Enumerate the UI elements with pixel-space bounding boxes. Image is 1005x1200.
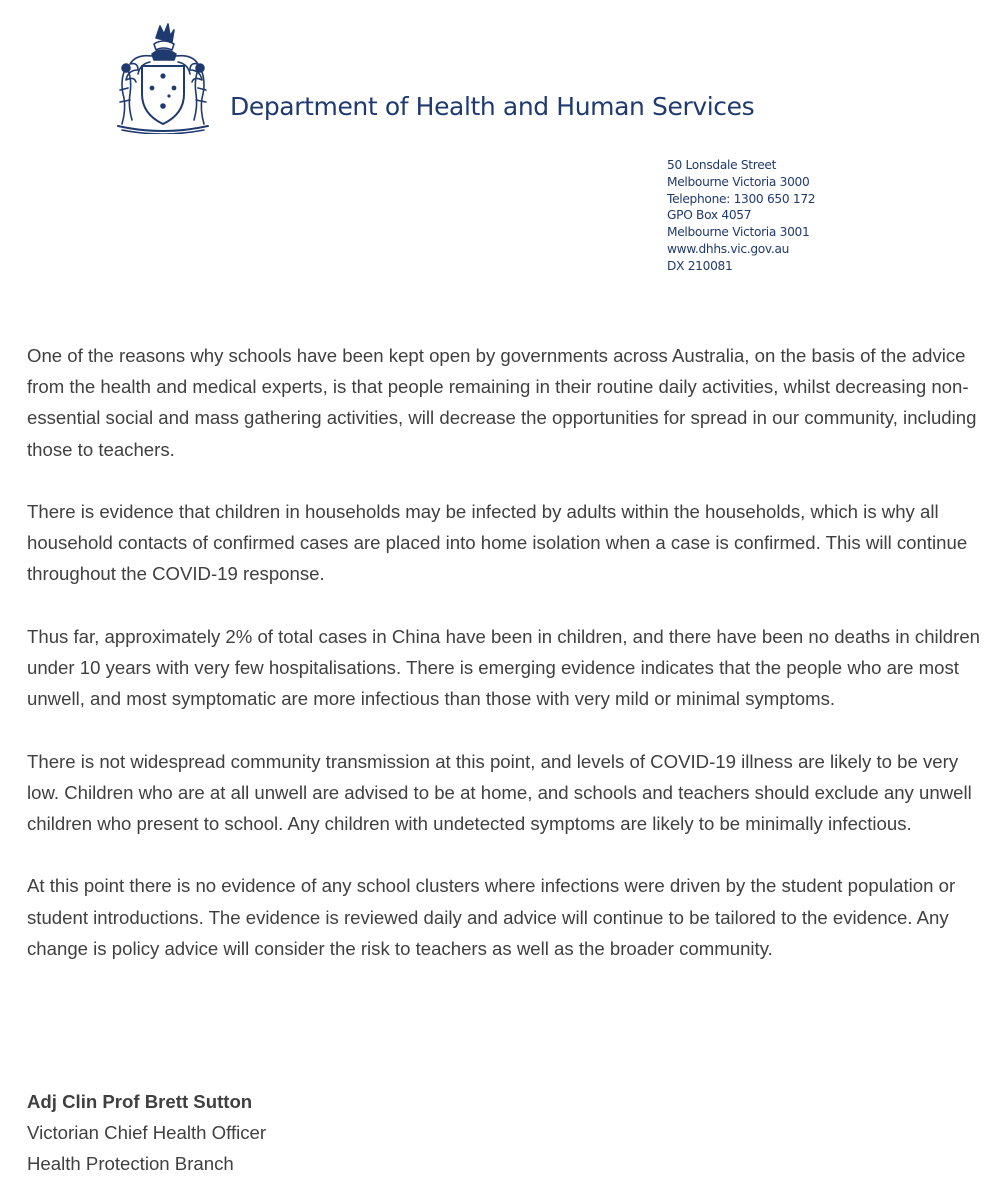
department-address — [667, 157, 815, 275]
signatory-branch: Health Protection Branch — [27, 1153, 234, 1175]
signatory-name: Adj Clin Prof Brett Sutton — [27, 1091, 253, 1112]
address-line: 50 Lonsdale Street — [667, 158, 777, 172]
address-line: Telephone: 1300 650 172 — [667, 191, 816, 206]
department-name: Department of Health and Human Services — [230, 92, 755, 121]
body-paragraph: Thus far, approximately 2% of total cases in China have been in children, and there have been no deaths in children under 10 years with very few hospitalisations. There is emerging evidence indicates that the people who are most unwell, and most symptomatic are more infectious than those with very mild or minimal symptoms. — [27, 625, 981, 710]
body-paragraph: One of the reasons why schools have been kept open by governments across Australia, on the basis of the advice from the health and medical experts, is that people remaining in their routine daily activities, whilst decreasing non-essential social and mass gathering activities, will decrease the opportunities for spread in our community, including those to teachers. — [27, 345, 977, 460]
address-line: GPO Box 4057 — [667, 208, 752, 223]
letterhead — [0, 0, 1005, 300]
body-paragraph: There is not widespread community transmission at this point, and levels of COVID-19 illness are likely to be very low. Children who are at all unwell are advised to be at home, and schools and teachers should exclude any unwell children who present to school. Any children with undetected symptoms are likely to be minimally infectious. — [27, 750, 972, 834]
signature-block — [27, 1086, 266, 1180]
victoria-coat-of-arms-icon — [114, 20, 212, 134]
address-line: www.dhhs.vic.gov.au — [667, 241, 790, 256]
signatory-title: Victorian Chief Health Officer — [27, 1122, 267, 1144]
address-line: DX 210081 — [667, 258, 733, 273]
address-line: Melbourne Victoria 3000 — [667, 174, 810, 189]
address-line: Melbourne Victoria 3001 — [667, 225, 810, 240]
body-paragraph: There is evidence that children in households may be infected by adults within the households, which is why all household contacts of confirmed cases are placed into home isolation when a case is confirmed. This will continue throughout the COVID-19 response. — [27, 501, 968, 585]
body-paragraph: At this point there is no evidence of any school clusters where infections were driven by the student population or student introductions. The evidence is reviewed daily and advice will continue to be tailored to the evidence. Any change is policy advice will consider the risk to teachers as well as the broader community. — [27, 875, 956, 959]
letter-body — [27, 340, 987, 995]
